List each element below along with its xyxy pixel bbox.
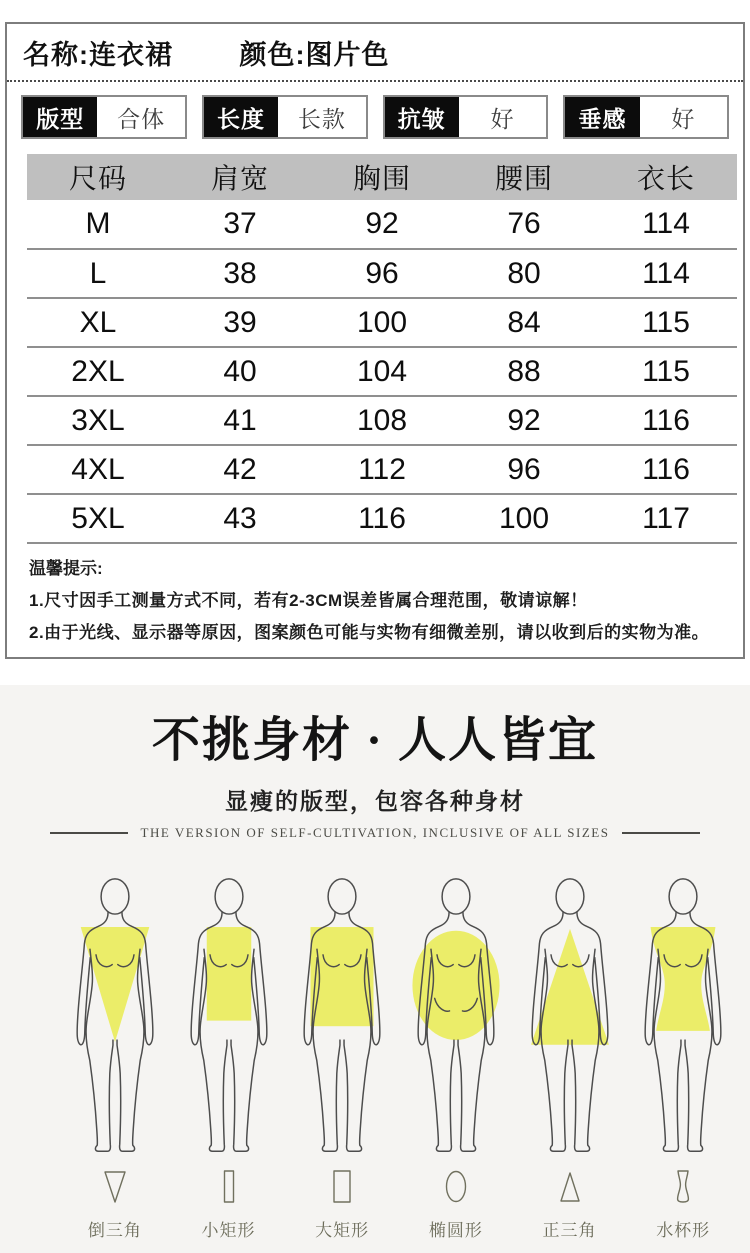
table-cell: 37: [223, 207, 257, 240]
table-row: [27, 396, 737, 445]
table-cell: 5XL: [27, 494, 169, 543]
table-cell: 116: [595, 396, 737, 445]
small-rectangle-icon: [214, 1169, 244, 1205]
table-cell: 114: [642, 207, 690, 240]
table-cell: L: [27, 249, 169, 298]
figure-label: 水杯形: [656, 1221, 711, 1240]
table-cell: 108: [311, 396, 453, 445]
table-cell: 92: [453, 396, 595, 445]
header-cell-waist: 腰围: [453, 154, 595, 200]
table-cell: 96: [453, 445, 595, 494]
badge-label: 抗皱: [385, 97, 459, 137]
table-row: [27, 347, 737, 396]
attribute-badges-row: [7, 82, 743, 147]
body-figure-large-rectangle-icon: [291, 877, 393, 1155]
oval-icon: [441, 1169, 471, 1205]
badge-value: 合体: [117, 105, 166, 132]
table-cell: 40: [169, 347, 311, 396]
body-figures-row: [0, 841, 750, 1241]
tip-line-2: 2.由于光线、显示器等原因，图案颜色可能与实物有细微差别，请以收到后的实物为准。: [29, 623, 710, 642]
table-cell: 112: [311, 445, 453, 494]
table-cell: 115: [595, 298, 737, 347]
product-name-group: [23, 40, 173, 70]
product-color-group: [240, 40, 390, 70]
inverted-triangle-icon: [100, 1169, 130, 1205]
section-title: 不挑身材 · 人人皆宜: [151, 714, 598, 767]
figure-column-oval: [399, 877, 513, 1241]
figure-column-triangle: [513, 877, 627, 1241]
tips-title: 温馨提示:: [29, 559, 103, 578]
right-rule: [622, 832, 700, 834]
figure-column-large-rectangle: [285, 877, 399, 1241]
table-row: [27, 249, 737, 298]
left-rule: [50, 832, 128, 834]
attribute-badge-length: [202, 95, 368, 139]
attribute-badge-fit: [21, 95, 187, 139]
table-cell: 96: [311, 249, 453, 298]
table-cell: 4XL: [27, 445, 169, 494]
section-subtitle-en-text: THE VERSION OF SELF-CULTIVATION, INCLUSIVE OF ALL SIZES: [140, 825, 610, 840]
figure-label: 正三角: [542, 1221, 597, 1240]
attribute-badge-wrinkle: [383, 95, 549, 139]
table-cell: 38: [169, 249, 311, 298]
table-cell: 42: [169, 445, 311, 494]
table-cell: 43: [169, 494, 311, 543]
table-row: [27, 298, 737, 347]
section-subtitle-en: [0, 825, 750, 841]
figure-label: 小矩形: [201, 1221, 256, 1240]
table-cell: 3XL: [27, 396, 169, 445]
tip-line-1: 1.尺寸因手工测量方式不同，若有2-3CM误差皆属合理范围，敬请谅解！: [29, 591, 588, 610]
table-cell: XL: [27, 298, 169, 347]
section-subtitle: 显瘦的版型，包容各种身材: [225, 789, 525, 814]
header-cell-size: 尺码: [27, 154, 169, 200]
badge-label: 垂感: [565, 97, 639, 137]
figure-column-inverted-triangle: [58, 877, 172, 1241]
table-cell: 115: [595, 347, 737, 396]
product-title-line: [7, 24, 743, 80]
table-cell: 84: [453, 298, 595, 347]
large-rectangle-icon: [327, 1169, 357, 1205]
table-row: [27, 200, 737, 249]
table-cell: 2XL: [27, 347, 169, 396]
size-table-header-row: [27, 154, 737, 200]
body-figure-triangle-icon: [519, 877, 621, 1155]
badge-label: 版型: [23, 97, 97, 137]
figure-column-small-rectangle: [172, 877, 286, 1241]
attribute-badge-drape: [563, 95, 729, 139]
table-row: [27, 445, 737, 494]
product-info-panel: [5, 22, 745, 659]
table-cell: 116: [311, 494, 453, 543]
badge-label: 长度: [204, 97, 278, 137]
table-cell: 114: [595, 249, 737, 298]
table-cell: 104: [311, 347, 453, 396]
body-figure-cup-icon: [632, 877, 734, 1155]
header-cell-shoulder: 肩宽: [169, 154, 311, 200]
figure-column-cup: [626, 877, 740, 1241]
table-cell: 80: [453, 249, 595, 298]
figure-label: 倒三角: [87, 1221, 142, 1240]
cup-icon: [668, 1169, 698, 1205]
badge-value: 好: [671, 105, 696, 132]
badge-value: 好: [490, 105, 515, 132]
body-type-section: [0, 685, 750, 1253]
table-cell: 117: [595, 494, 737, 543]
table-cell: 100: [453, 494, 595, 543]
badge-value: 长款: [297, 105, 346, 132]
product-name-value: 连衣裙: [89, 40, 173, 70]
table-row: [27, 494, 737, 543]
table-cell: 116: [595, 445, 737, 494]
body-figure-inverted-triangle-icon: [64, 877, 166, 1155]
product-color-value: 图片色: [305, 40, 390, 70]
product-name-label: 名称:: [23, 40, 89, 70]
figure-label: 大矩形: [315, 1221, 370, 1240]
body-figure-oval-icon: [405, 877, 507, 1155]
tips-block: [7, 544, 743, 647]
figure-label: 椭圆形: [428, 1221, 483, 1240]
table-cell: 39: [169, 298, 311, 347]
product-color-label: 颜色:: [239, 40, 306, 70]
table-cell: 92: [365, 207, 399, 240]
table-cell: 88: [453, 347, 595, 396]
table-cell: 41: [169, 396, 311, 445]
table-cell: 100: [311, 298, 453, 347]
header-cell-length: 衣长: [595, 154, 737, 200]
header-cell-bust: 胸围: [311, 154, 453, 200]
body-figure-small-rectangle-icon: [178, 877, 280, 1155]
table-cell: M: [85, 207, 111, 240]
triangle-icon: [555, 1169, 585, 1205]
size-table: [27, 154, 737, 544]
table-cell: 76: [507, 207, 541, 240]
